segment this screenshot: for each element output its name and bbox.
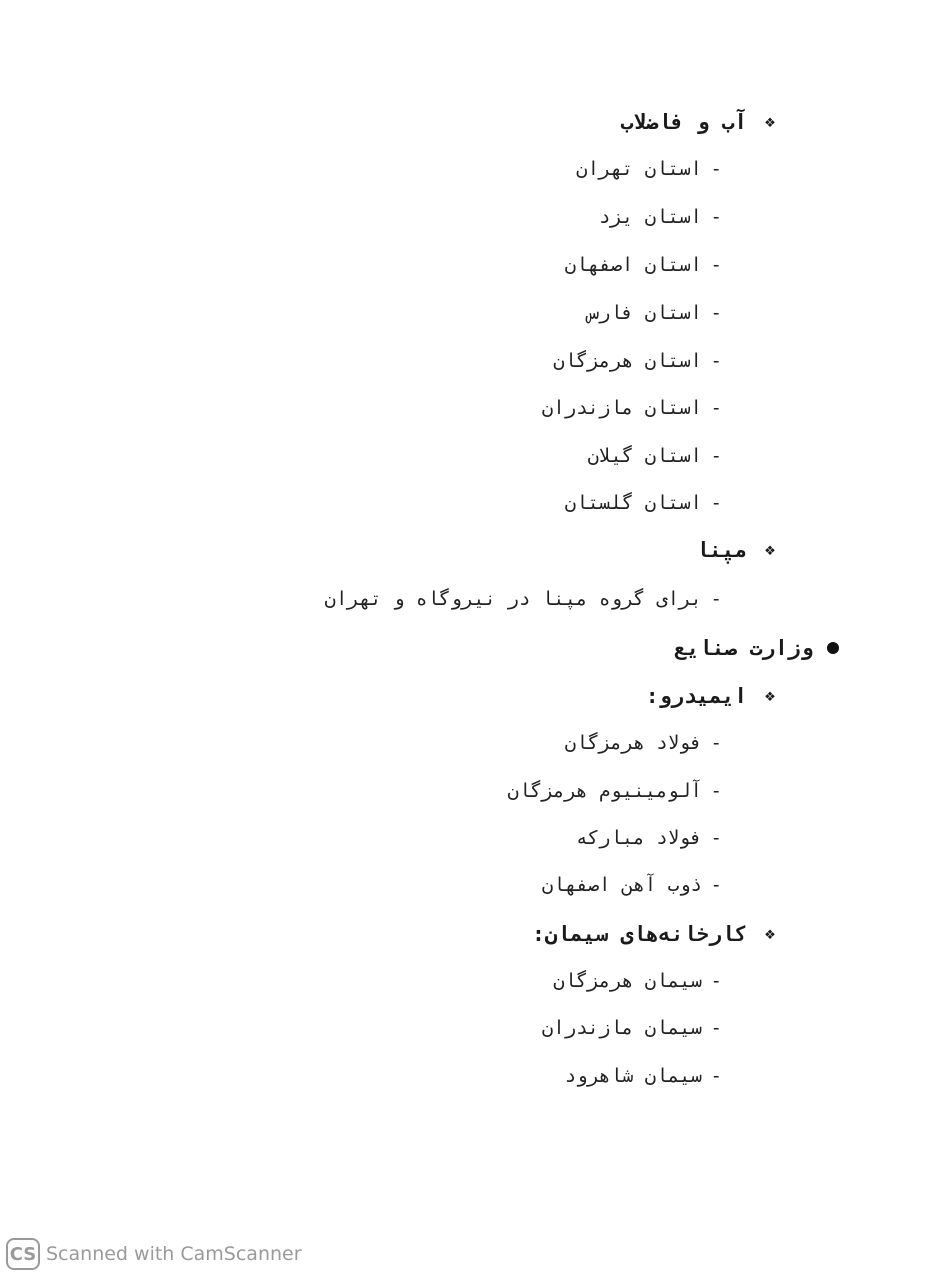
list-item-text: آلومینیوم هرمزگان: [507, 780, 702, 802]
camscanner-logo-icon: CS: [6, 1238, 40, 1270]
section-title: آب و فاضلاب: [620, 110, 747, 134]
list-item: [588, 302, 726, 324]
section-heading-water: [621, 110, 781, 134]
list-item-text: استان مازندران: [541, 397, 702, 419]
dash-bullet-icon: -: [710, 445, 726, 467]
section-heading-imidro: [646, 684, 781, 708]
list-item: [565, 254, 726, 276]
list-item-text: استان فارس: [587, 302, 702, 324]
list-item: [588, 445, 726, 467]
dash-bullet-icon: -: [710, 206, 726, 228]
list-item-text: ذوب آهن اصفهان: [541, 874, 702, 896]
diamond-bullet-icon: ❖: [764, 686, 778, 706]
list-item-text: سیمان هرمزگان: [553, 970, 702, 992]
list-item: [553, 970, 726, 992]
diamond-bullet-icon: ❖: [764, 924, 778, 944]
list-item: [576, 827, 726, 849]
dash-bullet-icon: -: [710, 350, 726, 372]
dash-bullet-icon: -: [710, 970, 726, 992]
dash-bullet-icon: -: [710, 302, 726, 324]
dash-bullet-icon: -: [710, 780, 726, 802]
list-item: [542, 397, 726, 419]
section-title: ایمیدرو:: [645, 684, 747, 708]
dash-bullet-icon: -: [710, 158, 726, 180]
list-item-text: برای گروه مپنا در نیروگاه و تهران: [324, 588, 702, 610]
section-title: کارخانه‌های سیمان:: [532, 922, 747, 946]
list-item-text: استان گیلان: [587, 445, 702, 467]
diamond-bullet-icon: ❖: [764, 112, 778, 132]
list-item-text: استان هرمزگان: [553, 350, 702, 372]
list-item-text: سیمان مازندران: [541, 1017, 702, 1039]
list-item-text: استان گلستان: [564, 492, 702, 514]
list-item: [542, 874, 726, 896]
dash-bullet-icon: -: [710, 1065, 726, 1087]
watermark-text: Scanned with CamScanner: [46, 1243, 302, 1265]
list-item: [599, 206, 726, 228]
list-item: [553, 350, 726, 372]
list-item: [576, 158, 726, 180]
list-item: [508, 780, 726, 802]
dash-bullet-icon: -: [710, 827, 726, 849]
list-item-text: استان تهران: [576, 158, 702, 180]
list-item: [565, 732, 726, 754]
list-item: [565, 1065, 726, 1087]
list-item: [565, 492, 726, 514]
section-heading-mapna: [696, 538, 781, 562]
list-item-text: استان یزد: [599, 206, 702, 228]
dash-bullet-icon: -: [710, 254, 726, 276]
round-bullet-icon: [827, 642, 839, 654]
list-item-text: استان اصفهان: [564, 254, 702, 276]
dash-bullet-icon: -: [710, 397, 726, 419]
camscanner-watermark: [6, 1238, 302, 1270]
list-item-text: فولاد مبارکه: [576, 827, 702, 849]
list-item-text: فولاد هرمزگان: [564, 732, 702, 754]
diamond-bullet-icon: ❖: [764, 540, 778, 560]
dash-bullet-icon: -: [710, 874, 726, 896]
top-heading-industries: [674, 636, 839, 660]
list-item-text: سیمان شاهرود: [564, 1065, 702, 1087]
dash-bullet-icon: -: [710, 492, 726, 514]
list-item: [325, 588, 727, 610]
section-title: مپنا: [696, 538, 747, 562]
dash-bullet-icon: -: [710, 588, 726, 610]
section-heading-cement: [532, 922, 781, 946]
dash-bullet-icon: -: [710, 732, 726, 754]
dash-bullet-icon: -: [710, 1017, 726, 1039]
top-heading-title: وزارت صنایع: [673, 636, 813, 660]
list-item: [542, 1017, 726, 1039]
